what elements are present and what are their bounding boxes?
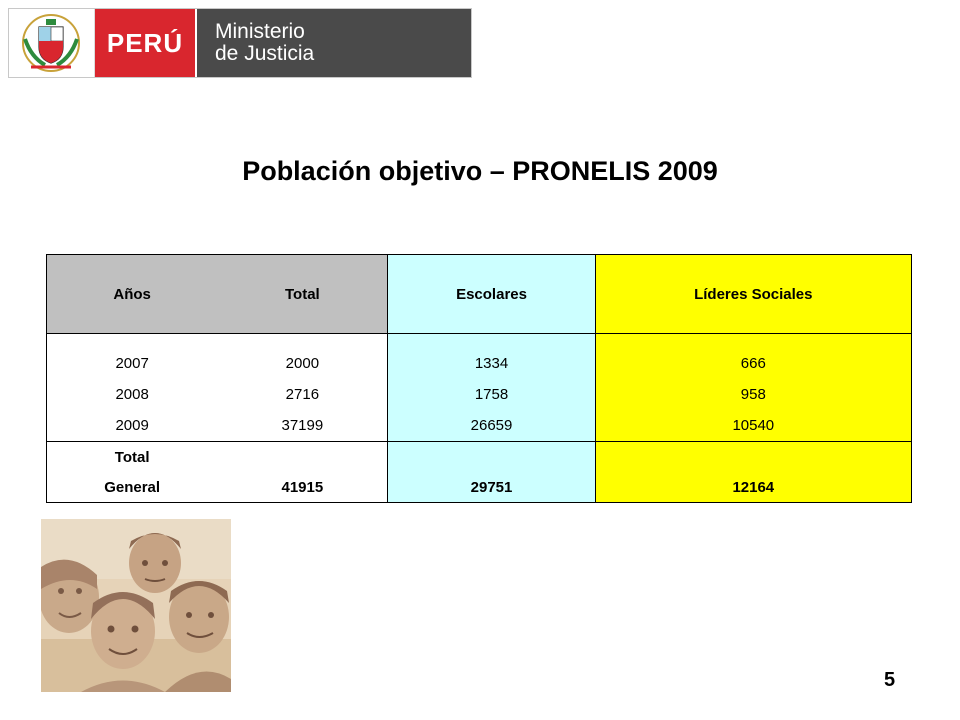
total-label-line-1: Total (47, 442, 218, 473)
cell-lideres: 666 (595, 348, 911, 379)
cell-year: 2008 (47, 379, 218, 410)
page-title: Población objetivo – PRONELIS 2009 (242, 156, 718, 186)
cell-total: 37199 (217, 410, 388, 442)
cell-escolares: 1758 (388, 379, 595, 410)
header-total: Total (217, 255, 388, 334)
table-total-row (47, 442, 912, 473)
children-photo (41, 519, 231, 692)
population-table (46, 254, 912, 503)
brand-label: PERÚ (95, 9, 195, 77)
total-lideres: 12164 (595, 472, 911, 503)
coat-of-arms-icon (9, 9, 95, 77)
table-row (47, 379, 912, 410)
cell-year: 2007 (47, 348, 218, 379)
total-escolares: 29751 (388, 472, 595, 503)
page-number: 5 (884, 669, 896, 691)
header-lideres: Líderes Sociales (595, 255, 911, 334)
ministry-name (195, 9, 471, 77)
total-total: 41915 (217, 472, 388, 503)
header-escolares: Escolares (388, 255, 595, 334)
ministry-line-2: de Justicia (215, 42, 315, 65)
total-label-line-2: General (47, 472, 218, 503)
cell-year: 2009 (47, 410, 218, 442)
table-row (47, 410, 912, 442)
header-anos: Años (47, 255, 218, 334)
table-spacer-row (47, 334, 912, 349)
cell-lideres: 958 (595, 379, 911, 410)
table-header-row (47, 255, 912, 334)
cell-escolares: 26659 (388, 410, 595, 442)
cell-total: 2000 (217, 348, 388, 379)
ministry-logo (8, 8, 472, 78)
cell-escolares: 1334 (388, 348, 595, 379)
cell-lideres: 10540 (595, 410, 911, 442)
table-total-row-values (47, 472, 912, 503)
ministry-line-1: Ministerio (215, 20, 305, 43)
cell-total: 2716 (217, 379, 388, 410)
table-row (47, 348, 912, 379)
